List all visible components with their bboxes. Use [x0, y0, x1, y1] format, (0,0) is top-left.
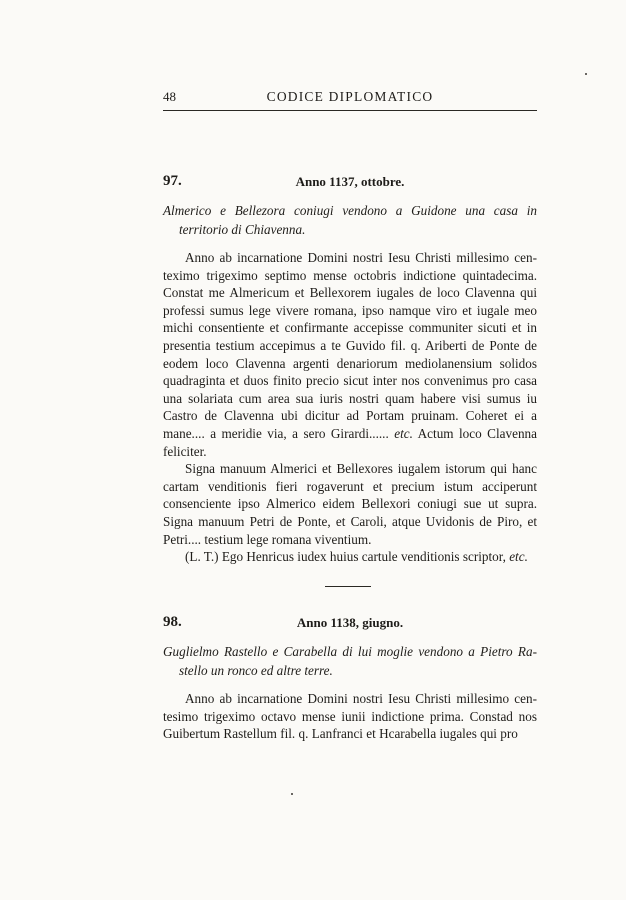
section-separator: [325, 586, 371, 587]
etc-abbrev: etc.: [394, 425, 413, 441]
document-summary: Guglielmo Rastello e Carabella di lui moglie vendono a Pietro Rastello un ronco ed altre terre.: [163, 644, 537, 678]
document-number: 97.: [163, 173, 182, 189]
scan-speck: [291, 793, 293, 795]
document-heading: [163, 614, 537, 636]
document-heading: [163, 173, 537, 195]
header-rule: [163, 110, 537, 111]
document-98: [163, 614, 537, 743]
document-97: [163, 173, 537, 566]
document-paragraph: Signa manuum Almerici et Bellexores iugalem istorum qui hanc cartam venditionis fieri rogaverunt et precium istum acciperunt consenciente ipso Almerico eidem Bellexori coniugi sue ut supra. Signa manuum Petri de Ponte, et Caroli, atque Uvidonis de Piro, et Petri.... testium lege romana viventium.: [163, 461, 537, 547]
document-paragraph: [163, 548, 537, 566]
document-paragraph: Anno ab incarnatione Domini nostri Iesu Christi millesimo centesimo trigeximo octavo mense iunii indictione prima. Constad nos Guibertum Rastellum fil. q. Lanfranci et Hcarabella iugales qui pro: [163, 691, 537, 742]
document-paragraph: [163, 249, 537, 460]
scan-speck: [585, 73, 587, 75]
page-header: [163, 89, 537, 109]
paragraph-text: Actum loco Clavenna feliciter.: [163, 425, 537, 459]
running-title: CODICE DIPLOMATICO: [266, 89, 434, 104]
etc-abbrev: etc.: [509, 549, 528, 565]
paragraph-text: Anno ab incarnatione Domini nostri Iesu Christi millesimo centeximo trigeximo septimo mense octobris indictione quintadecima. Constat me Almericum et Bellexorem iugales de loco Clavenna qui professi sumus lege vivere romana, ipso namque viro et iugale meo michi consentiente et confirmante accepisse communiter sicuti et in presentia testium accepimus a te Guvido fil. q. Ariberti de Ponte de eodem loco Clavenna argenti denariorum mediolanensium solidos quadraginta et duos finito precio sicut inter nos convenimus pro casa una solariata cum area sua iuris nostri quam habere visi sumus iu Castro de Clavenna ubi dicitur ad Portam pruinam. Coheret ei a mane.... a meridie via, a sero Girardi......: [163, 250, 537, 441]
page-number: 48: [163, 89, 176, 104]
document-date: Anno 1137, ottobre.: [295, 174, 405, 189]
document-number: 98.: [163, 614, 182, 630]
document-date: Anno 1138, giugno.: [296, 615, 404, 630]
document-summary: Almerico e Bellezora coniugi vendono a Guidone una casa in territorio di Chiavenna.: [163, 203, 537, 237]
paragraph-text: (L. T.) Ego Henricus iudex huius cartule venditionis scriptor,: [185, 549, 506, 565]
